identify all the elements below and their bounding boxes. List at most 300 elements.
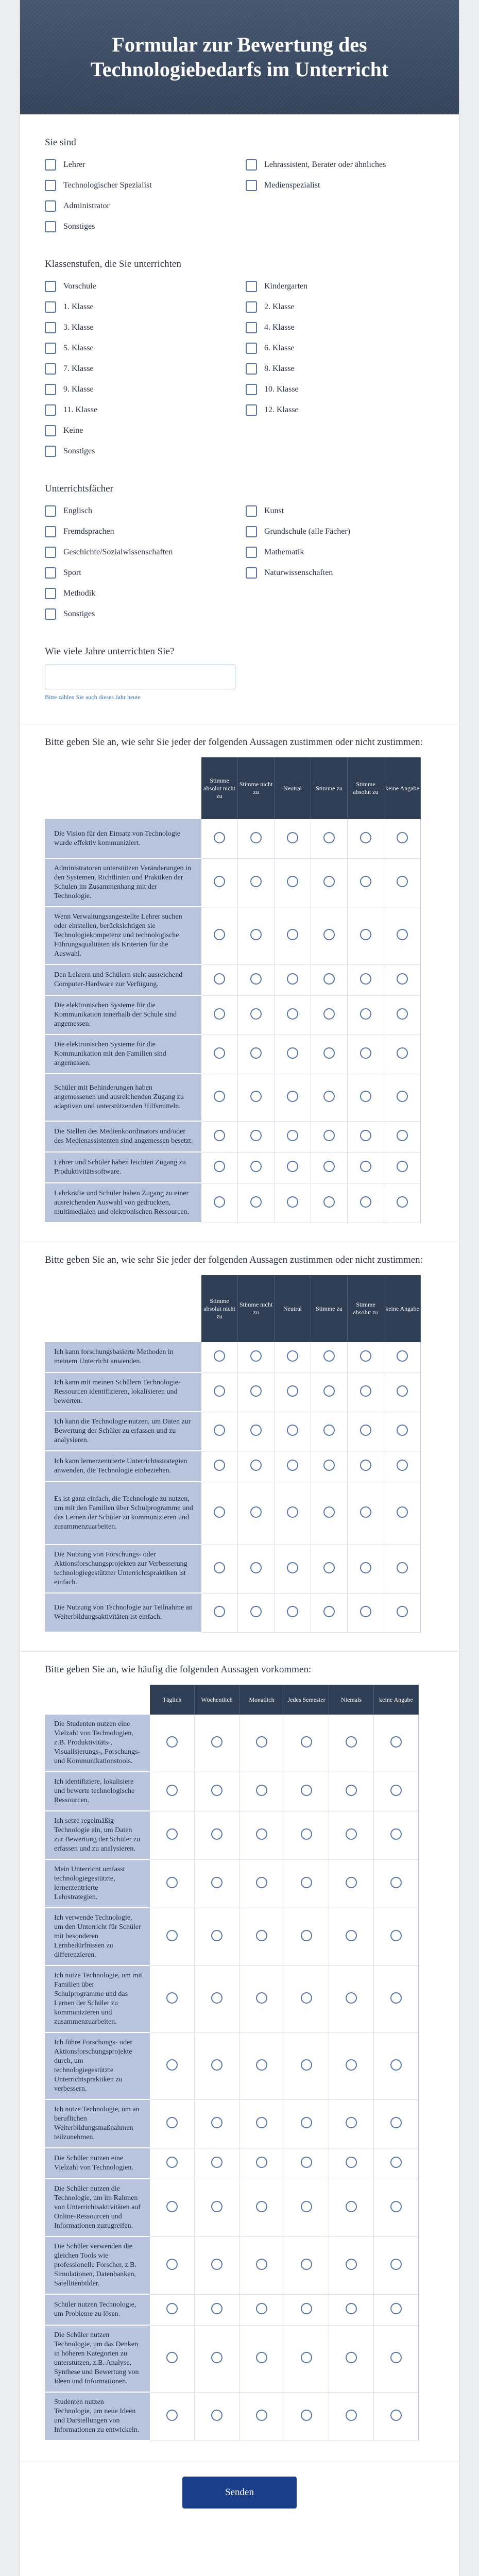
- frequency-matrix-radio[interactable]: [301, 2410, 312, 2421]
- agreement-matrix-1-radio[interactable]: [250, 929, 262, 940]
- agreement-matrix-2-radio[interactable]: [287, 1425, 298, 1436]
- agreement-matrix-1-radio[interactable]: [214, 1091, 225, 1102]
- agreement-matrix-1-radio[interactable]: [323, 929, 335, 940]
- frequency-matrix-radio[interactable]: [301, 2059, 312, 2071]
- agreement-matrix-1-radio[interactable]: [214, 1196, 225, 1208]
- agreement-matrix-2-radio[interactable]: [360, 1606, 371, 1617]
- role-option[interactable]: [45, 175, 246, 196]
- frequency-matrix-cell: [284, 1811, 329, 1860]
- grade-option[interactable]: [246, 338, 447, 359]
- subject-option[interactable]: [246, 521, 447, 542]
- agreement-matrix-1-corner: [45, 757, 201, 819]
- frequency-matrix-cell: [195, 1811, 239, 1860]
- frequency-matrix-radio[interactable]: [390, 1785, 402, 1796]
- frequency-matrix-radio[interactable]: [211, 2059, 223, 2071]
- grade-checkbox[interactable]: [45, 384, 56, 395]
- frequency-matrix-radio[interactable]: [166, 2201, 178, 2212]
- frequency-matrix-radio[interactable]: [301, 2259, 312, 2270]
- agreement-matrix-2-radio[interactable]: [287, 1350, 298, 1362]
- frequency-matrix-cell: [239, 2326, 284, 2393]
- grade-option[interactable]: [246, 379, 447, 400]
- frequency-matrix-radio[interactable]: [166, 2059, 178, 2071]
- agreement-matrix-1-radio[interactable]: [323, 1047, 335, 1059]
- agreement-matrix-1-radio[interactable]: [323, 973, 335, 985]
- agreement-matrix-2-radio[interactable]: [250, 1385, 262, 1397]
- agreement-matrix-2-radio[interactable]: [360, 1460, 371, 1471]
- frequency-matrix-radio[interactable]: [390, 1877, 402, 1888]
- agreement-matrix-1-radio[interactable]: [323, 832, 335, 843]
- grade-option[interactable]: [246, 317, 447, 338]
- agreement-matrix-1-radio[interactable]: [397, 1047, 408, 1059]
- frequency-matrix-cell: [150, 1966, 195, 2033]
- role-option[interactable]: [246, 155, 447, 175]
- frequency-matrix-radio[interactable]: [256, 2303, 267, 2314]
- agreement-matrix-2-radio[interactable]: [397, 1606, 408, 1617]
- grade-checkbox[interactable]: [246, 322, 257, 333]
- agreement-matrix-2-radio[interactable]: [250, 1506, 262, 1518]
- frequency-matrix-cell: [374, 2295, 419, 2326]
- role-section: [45, 114, 434, 237]
- subject-option[interactable]: [246, 542, 447, 563]
- frequency-matrix-radio[interactable]: [346, 2410, 357, 2421]
- agreement-matrix-1-radio[interactable]: [323, 1008, 335, 1020]
- agreement-matrix-1-row: [45, 859, 421, 907]
- subject-option[interactable]: [45, 501, 246, 521]
- grade-checkbox[interactable]: [45, 301, 56, 313]
- agreement-matrix-2-cell: [311, 1342, 348, 1373]
- agreement-matrix-2-radio[interactable]: [323, 1350, 335, 1362]
- grade-option[interactable]: [45, 276, 246, 297]
- frequency-matrix-cell: [329, 2295, 374, 2326]
- agreement-matrix-1-radio[interactable]: [397, 973, 408, 985]
- grade-option[interactable]: [45, 338, 246, 359]
- subject-checkbox[interactable]: [246, 505, 257, 517]
- agreement-matrix-2-cell: [238, 1342, 275, 1373]
- agreement-matrix-2-radio[interactable]: [323, 1606, 335, 1617]
- agreement-matrix-1-radio[interactable]: [287, 973, 298, 985]
- frequency-matrix-radio[interactable]: [256, 1828, 267, 1840]
- frequency-matrix-radio[interactable]: [346, 2059, 357, 2071]
- frequency-matrix-radio[interactable]: [346, 1785, 357, 1796]
- agreement-matrix-2-radio[interactable]: [250, 1606, 262, 1617]
- grade-option[interactable]: [45, 317, 246, 338]
- agreement-matrix-2-column-header: Stimme nicht zu: [238, 1275, 275, 1342]
- grade-option[interactable]: [45, 400, 246, 420]
- frequency-matrix-radio[interactable]: [256, 2157, 267, 2168]
- frequency-matrix-radio[interactable]: [346, 1930, 357, 1941]
- frequency-matrix-radio[interactable]: [346, 2201, 357, 2212]
- agreement-matrix-2-radio[interactable]: [360, 1350, 371, 1362]
- frequency-matrix-radio[interactable]: [166, 2157, 178, 2168]
- frequency-matrix-radio[interactable]: [346, 2259, 357, 2270]
- agreement-matrix-2-radio[interactable]: [287, 1506, 298, 1518]
- frequency-matrix-radio[interactable]: [166, 1992, 178, 2004]
- agreement-matrix-2-cell: [348, 1451, 384, 1482]
- grade-checkbox[interactable]: [246, 343, 257, 354]
- frequency-matrix-row: [45, 1908, 419, 1966]
- agreement-matrix-1-radio[interactable]: [250, 1130, 262, 1141]
- agreement-matrix-1-radio[interactable]: [250, 832, 262, 843]
- agreement-matrix-2-radio[interactable]: [287, 1562, 298, 1573]
- role-option[interactable]: [45, 196, 246, 216]
- agreement-matrix-1-radio[interactable]: [323, 1161, 335, 1172]
- agreement-matrix-1-radio[interactable]: [214, 1008, 225, 1020]
- agreement-matrix-2-radio[interactable]: [214, 1350, 225, 1362]
- frequency-matrix-radio[interactable]: [346, 2352, 357, 2363]
- frequency-matrix-radio[interactable]: [166, 2117, 178, 2128]
- agreement-matrix-2-radio[interactable]: [214, 1562, 225, 1573]
- grade-checkbox[interactable]: [45, 343, 56, 354]
- agreement-matrix-2-radio[interactable]: [360, 1385, 371, 1397]
- frequency-matrix-radio[interactable]: [390, 2117, 402, 2128]
- frequency-matrix-cell: [150, 2295, 195, 2326]
- frequency-matrix-radio[interactable]: [211, 2410, 223, 2421]
- agreement-matrix-1-radio[interactable]: [287, 929, 298, 940]
- subject-checkbox[interactable]: [45, 588, 56, 599]
- agreement-matrix-2-radio[interactable]: [250, 1460, 262, 1471]
- grade-option-label: 4. Klasse: [264, 323, 295, 332]
- frequency-matrix-radio[interactable]: [211, 1877, 223, 1888]
- grade-option[interactable]: [45, 297, 246, 317]
- agreement-matrix-2-radio[interactable]: [214, 1460, 225, 1471]
- frequency-matrix-radio[interactable]: [346, 1992, 357, 2004]
- submit-button[interactable]: Senden: [182, 2477, 297, 2509]
- frequency-matrix-radio[interactable]: [390, 2259, 402, 2270]
- frequency-matrix-radio[interactable]: [166, 1828, 178, 1840]
- agreement-matrix-1-radio[interactable]: [360, 1008, 371, 1020]
- agreement-matrix-1-radio[interactable]: [397, 1091, 408, 1102]
- subject-checkbox[interactable]: [45, 505, 56, 517]
- agreement-matrix-2-radio[interactable]: [397, 1506, 408, 1518]
- agreement-matrix-2-cell: [311, 1545, 348, 1594]
- grade-option[interactable]: [45, 420, 246, 441]
- role-checkbox[interactable]: [45, 221, 56, 232]
- agreement-matrix-2-radio[interactable]: [287, 1606, 298, 1617]
- agreement-matrix-2-radio[interactable]: [360, 1506, 371, 1518]
- agreement-matrix-1-radio[interactable]: [214, 876, 225, 887]
- agreement-matrix-1-radio[interactable]: [323, 1196, 335, 1208]
- grade-option[interactable]: [246, 359, 447, 379]
- role-checkbox[interactable]: [246, 159, 257, 171]
- agreement-matrix-2-corner: [45, 1275, 201, 1342]
- frequency-matrix-radio[interactable]: [166, 2303, 178, 2314]
- frequency-matrix-radio[interactable]: [301, 2117, 312, 2128]
- frequency-matrix-radio[interactable]: [166, 1930, 178, 1941]
- frequency-matrix-cell: [374, 2033, 419, 2100]
- grade-checkbox[interactable]: [45, 281, 56, 292]
- frequency-matrix-radio[interactable]: [346, 2157, 357, 2168]
- frequency-matrix-radio[interactable]: [166, 2352, 178, 2363]
- agreement-matrix-2-radio[interactable]: [397, 1385, 408, 1397]
- agreement-matrix-1-radio[interactable]: [287, 1091, 298, 1102]
- agreement-matrix-1-radio[interactable]: [397, 876, 408, 887]
- frequency-matrix-radio[interactable]: [256, 1785, 267, 1796]
- frequency-matrix-cell: [150, 2237, 195, 2295]
- role-option[interactable]: [246, 175, 447, 196]
- grade-checkbox[interactable]: [246, 301, 257, 313]
- grade-checkbox[interactable]: [246, 281, 257, 292]
- role-checkbox[interactable]: [45, 159, 56, 171]
- agreement-matrix-2-radio[interactable]: [397, 1562, 408, 1573]
- frequency-matrix-radio[interactable]: [346, 1736, 357, 1748]
- agreement-matrix-2-radio[interactable]: [287, 1385, 298, 1397]
- role-checkbox[interactable]: [45, 180, 56, 191]
- agreement-matrix-1-radio[interactable]: [360, 1047, 371, 1059]
- agreement-matrix-2-cell: [311, 1594, 348, 1633]
- agreement-matrix-2-radio[interactable]: [397, 1350, 408, 1362]
- frequency-matrix-radio[interactable]: [166, 2410, 178, 2421]
- subject-option-label: Kunst: [264, 506, 284, 515]
- grade-option[interactable]: [246, 297, 447, 317]
- agreement-matrix-2-radio[interactable]: [214, 1385, 225, 1397]
- frequency-matrix-cell: [374, 2326, 419, 2393]
- agreement-matrix-1-radio[interactable]: [287, 1161, 298, 1172]
- frequency-matrix-radio[interactable]: [211, 2303, 223, 2314]
- agreement-matrix-1-radio[interactable]: [397, 1008, 408, 1020]
- grade-checkbox[interactable]: [45, 425, 56, 436]
- frequency-matrix-radio[interactable]: [211, 1930, 223, 1941]
- agreement-matrix-1-radio[interactable]: [397, 1161, 408, 1172]
- frequency-matrix-cell: [195, 2393, 239, 2441]
- frequency-matrix-radio[interactable]: [211, 1785, 223, 1796]
- frequency-matrix-radio[interactable]: [211, 1992, 223, 2004]
- frequency-matrix-radio[interactable]: [301, 1828, 312, 1840]
- agreement-matrix-1-cell: [201, 819, 238, 859]
- frequency-matrix-cell: [284, 2148, 329, 2179]
- role-option[interactable]: [45, 216, 246, 237]
- subject-checkbox[interactable]: [246, 547, 257, 558]
- frequency-matrix-radio[interactable]: [301, 2157, 312, 2168]
- frequency-matrix-radio[interactable]: [256, 1736, 267, 1748]
- frequency-matrix-radio[interactable]: [211, 2157, 223, 2168]
- subject-checkbox[interactable]: [246, 567, 257, 579]
- agreement-matrix-1-radio[interactable]: [323, 1130, 335, 1141]
- subject-option[interactable]: [45, 563, 246, 583]
- grade-option[interactable]: [45, 359, 246, 379]
- agreement-matrix-2-row-label: Die Nutzung von Technologie zur Teilnahme an Weiterbildungsaktivitäten ist einfach.: [45, 1594, 201, 1633]
- frequency-matrix-radio[interactable]: [390, 2201, 402, 2212]
- subject-option[interactable]: [246, 563, 447, 583]
- subject-option[interactable]: [45, 583, 246, 604]
- grade-checkbox[interactable]: [246, 404, 257, 416]
- frequency-matrix-radio[interactable]: [256, 1877, 267, 1888]
- agreement-matrix-2-radio[interactable]: [287, 1460, 298, 1471]
- agreement-matrix-2-radio[interactable]: [323, 1562, 335, 1573]
- agreement-matrix-1-radio[interactable]: [360, 929, 371, 940]
- agreement-matrix-2-radio[interactable]: [360, 1562, 371, 1573]
- frequency-matrix-radio[interactable]: [301, 1992, 312, 2004]
- grade-checkbox[interactable]: [45, 363, 56, 375]
- frequency-matrix-cell: [239, 2237, 284, 2295]
- agreement-matrix-1-radio[interactable]: [397, 832, 408, 843]
- subjects-options: [45, 501, 434, 624]
- frequency-matrix-radio[interactable]: [390, 2059, 402, 2071]
- agreement-matrix-1-radio[interactable]: [214, 929, 225, 940]
- frequency-matrix-radio[interactable]: [166, 1785, 178, 1796]
- role-checkbox[interactable]: [246, 180, 257, 191]
- agreement-matrix-2-radio[interactable]: [323, 1506, 335, 1518]
- frequency-matrix-radio[interactable]: [346, 2117, 357, 2128]
- frequency-matrix-row: [45, 1715, 419, 1772]
- frequency-matrix-row-label: Ich setze regelmäßig Technologie ein, um Daten zur Bewertung der Schüler zu erfassen und zu analysieren.: [45, 1811, 150, 1860]
- grade-checkbox[interactable]: [45, 404, 56, 416]
- agreement-matrix-2-radio[interactable]: [323, 1460, 335, 1471]
- agreement-matrix-1-radio[interactable]: [250, 1161, 262, 1172]
- frequency-matrix-cell: [284, 2033, 329, 2100]
- subject-checkbox[interactable]: [246, 526, 257, 537]
- role-options: [45, 155, 434, 237]
- frequency-matrix-cell: [195, 2148, 239, 2179]
- frequency-matrix-cell: [195, 2179, 239, 2237]
- frequency-matrix-radio[interactable]: [390, 1992, 402, 2004]
- role-option[interactable]: [45, 155, 246, 175]
- frequency-matrix-radio[interactable]: [390, 2410, 402, 2421]
- agreement-matrix-2-radio[interactable]: [214, 1506, 225, 1518]
- frequency-matrix-radio[interactable]: [256, 2259, 267, 2270]
- agreement-matrix-1-cell: [275, 1153, 311, 1183]
- agreement-matrix-2-radio[interactable]: [360, 1425, 371, 1436]
- agreement-matrix-1-radio[interactable]: [287, 1196, 298, 1208]
- agreement-matrix-2-radio[interactable]: [214, 1606, 225, 1617]
- agreement-matrix-1-radio[interactable]: [360, 1091, 371, 1102]
- agreement-matrix-1-radio[interactable]: [323, 876, 335, 887]
- agreement-matrix-2-radio[interactable]: [397, 1460, 408, 1471]
- agreement-matrix-1-radio[interactable]: [360, 832, 371, 843]
- agreement-matrix-2-radio[interactable]: [323, 1425, 335, 1436]
- agreement-matrix-1-radio[interactable]: [287, 1130, 298, 1141]
- frequency-matrix-radio[interactable]: [346, 2303, 357, 2314]
- years-label: Wie viele Jahre unterrichten Sie?: [45, 646, 175, 657]
- grade-checkbox[interactable]: [246, 384, 257, 395]
- agreement-matrix-1-radio[interactable]: [360, 1196, 371, 1208]
- frequency-matrix-radio[interactable]: [211, 2201, 223, 2212]
- frequency-matrix-radio[interactable]: [301, 1877, 312, 1888]
- subject-option[interactable]: [45, 604, 246, 624]
- frequency-matrix-radio[interactable]: [390, 2352, 402, 2363]
- agreement-matrix-1-radio[interactable]: [250, 973, 262, 985]
- frequency-matrix-radio[interactable]: [301, 1785, 312, 1796]
- agreement-matrix-1-radio[interactable]: [397, 1130, 408, 1141]
- frequency-matrix-radio[interactable]: [301, 2352, 312, 2363]
- frequency-matrix-radio[interactable]: [390, 1930, 402, 1941]
- agreement-matrix-2-radio[interactable]: [214, 1425, 225, 1436]
- agreement-matrix-1-radio[interactable]: [360, 973, 371, 985]
- agreement-matrix-1-cell: [311, 819, 348, 859]
- frequency-matrix-cell: [329, 1772, 374, 1811]
- frequency-matrix-row-label: Schüler nutzen Technologie, um Probleme zu lösen.: [45, 2295, 150, 2326]
- frequency-matrix-radio[interactable]: [256, 1992, 267, 2004]
- agreement-matrix-1-radio[interactable]: [397, 1196, 408, 1208]
- agreement-matrix-2-radio[interactable]: [250, 1562, 262, 1573]
- agreement-matrix-1-radio[interactable]: [360, 1130, 371, 1141]
- frequency-matrix-radio[interactable]: [211, 2259, 223, 2270]
- frequency-matrix-radio[interactable]: [166, 2259, 178, 2270]
- subjects-label: Unterrichtsfächer: [45, 483, 113, 494]
- frequency-matrix-radio[interactable]: [301, 2303, 312, 2314]
- frequency-matrix-radio[interactable]: [346, 1828, 357, 1840]
- frequency-matrix-radio[interactable]: [301, 1736, 312, 1748]
- frequency-matrix-radio[interactable]: [166, 1736, 178, 1748]
- agreement-matrix-1-radio[interactable]: [214, 973, 225, 985]
- agreement-matrix-1-radio[interactable]: [250, 1047, 262, 1059]
- grade-option[interactable]: [45, 441, 246, 462]
- agreement-matrix-1-radio[interactable]: [214, 1161, 225, 1172]
- agreement-matrix-2-radio[interactable]: [250, 1350, 262, 1362]
- agreement-matrix-1-radio[interactable]: [214, 1047, 225, 1059]
- frequency-matrix-radio[interactable]: [211, 1828, 223, 1840]
- agreement-matrix-1-radio[interactable]: [214, 1130, 225, 1141]
- frequency-matrix-radio[interactable]: [256, 1930, 267, 1941]
- subject-option[interactable]: [45, 542, 246, 563]
- subject-checkbox[interactable]: [45, 526, 56, 537]
- grade-option[interactable]: [246, 400, 447, 420]
- frequency-matrix-radio[interactable]: [256, 2201, 267, 2212]
- frequency-matrix-radio[interactable]: [256, 2059, 267, 2071]
- years-input[interactable]: [45, 665, 235, 689]
- frequency-matrix-radio[interactable]: [256, 2410, 267, 2421]
- agreement-matrix-1-column-header: Neutral: [275, 757, 311, 819]
- subject-checkbox[interactable]: [45, 567, 56, 579]
- agreement-matrix-1-radio[interactable]: [397, 929, 408, 940]
- subject-checkbox[interactable]: [45, 547, 56, 558]
- subject-checkbox[interactable]: [45, 608, 56, 620]
- agreement-matrix-1-radio[interactable]: [214, 832, 225, 843]
- agreement-matrix-1-radio[interactable]: [287, 832, 298, 843]
- grade-checkbox[interactable]: [45, 322, 56, 333]
- agreement-matrix-2-row: [45, 1342, 421, 1373]
- frequency-matrix-radio[interactable]: [211, 2352, 223, 2363]
- role-checkbox[interactable]: [45, 200, 56, 212]
- agreement-matrix-1-radio[interactable]: [250, 1008, 262, 1020]
- subject-option[interactable]: [246, 501, 447, 521]
- frequency-matrix-radio[interactable]: [301, 2201, 312, 2212]
- frequency-matrix-radio[interactable]: [390, 1736, 402, 1748]
- agreement-matrix-2-radio[interactable]: [323, 1385, 335, 1397]
- frequency-matrix-radio[interactable]: [390, 2303, 402, 2314]
- agreement-matrix-2-radio[interactable]: [250, 1425, 262, 1436]
- agreement-matrix-1-radio[interactable]: [250, 1091, 262, 1102]
- agreement-matrix-1-radio[interactable]: [250, 1196, 262, 1208]
- agreement-matrix-1-cell: [384, 1035, 421, 1074]
- frequency-matrix-radio[interactable]: [166, 1877, 178, 1888]
- frequency-matrix-radio[interactable]: [211, 2117, 223, 2128]
- agreement-matrix-1-radio[interactable]: [360, 1161, 371, 1172]
- agreement-matrix-2-radio[interactable]: [397, 1425, 408, 1436]
- frequency-matrix-radio[interactable]: [301, 1930, 312, 1941]
- agreement-matrix-1-radio[interactable]: [287, 1008, 298, 1020]
- subject-option[interactable]: [45, 521, 246, 542]
- agreement-matrix-1-radio[interactable]: [287, 1047, 298, 1059]
- frequency-matrix-radio[interactable]: [256, 2352, 267, 2363]
- grade-option[interactable]: [45, 379, 246, 400]
- grade-option[interactable]: [246, 276, 447, 297]
- agreement-matrix-2-cell: [384, 1373, 421, 1412]
- frequency-matrix-row-label: Ich identifiziere, lokalisiere und bewerte technologische Ressourcen.: [45, 1772, 150, 1811]
- agreement-matrix-1-radio[interactable]: [250, 876, 262, 887]
- frequency-matrix-cell: [329, 1715, 374, 1772]
- frequency-matrix-radio[interactable]: [390, 1828, 402, 1840]
- agreement-matrix-1-radio[interactable]: [323, 1091, 335, 1102]
- grade-checkbox[interactable]: [45, 446, 56, 457]
- grade-checkbox[interactable]: [246, 363, 257, 375]
- agreement-matrix-1-row-label: Lehrer und Schüler haben leichten Zugang zu Produktivitätssoftware.: [45, 1153, 201, 1183]
- agreement-matrix-1-radio[interactable]: [287, 876, 298, 887]
- frequency-matrix-radio[interactable]: [256, 2117, 267, 2128]
- frequency-matrix-radio[interactable]: [390, 2157, 402, 2168]
- agreement-matrix-1-radio[interactable]: [360, 876, 371, 887]
- frequency-matrix-radio[interactable]: [211, 1736, 223, 1748]
- frequency-matrix-radio[interactable]: [346, 1877, 357, 1888]
